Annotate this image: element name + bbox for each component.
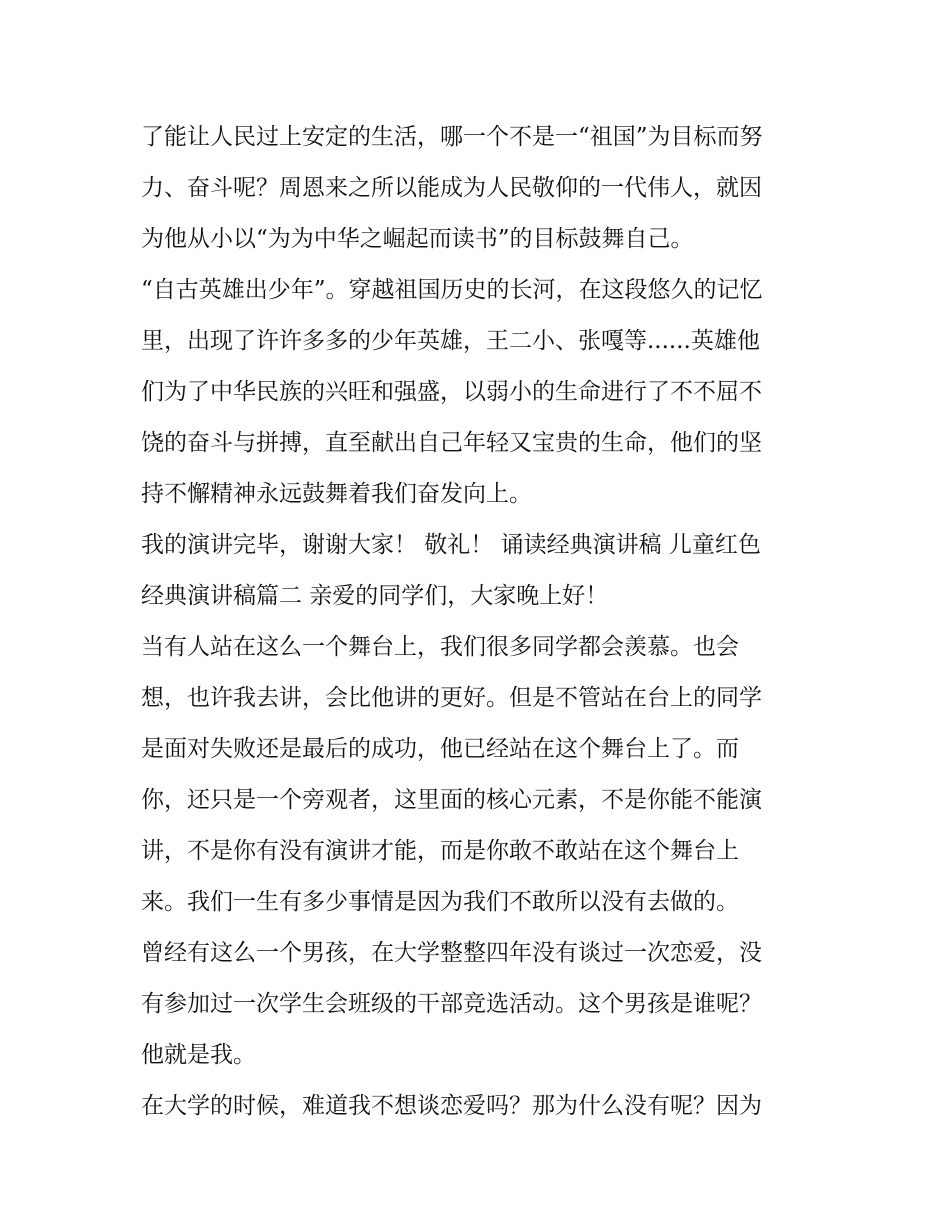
text-line: 曾经有这么一个男孩，在大学整整四年没有谈过一次恋爱，没 [141,940,762,966]
text-line: 来。我们一生有多少事情是因为我们不敢所以没有去做的。 [141,889,739,915]
text-line: 是面对失败还是最后的成功，他已经站在这个舞台上了。而 [141,736,739,762]
text-line: 为他从小以“为为中华之崛起而读书”的目标鼓舞自己。 [141,226,694,252]
body-text [141,112,821,1132]
text-line: “自古英雄出少年”。穿越祖国历史的长河，在这段悠久的记忆 [141,277,763,303]
text-line: 饶的奋斗与拼搏，直至献出自己年轻又宝贵的生命，他们的坚 [141,430,762,456]
text-line: 我的演讲完毕，谢谢大家！ 敬礼！ 诵读经典演讲稿 儿童红色 [141,532,761,558]
text-line: 当有人站在这么一个舞台上，我们很多同学都会羡慕。也会 [141,634,739,660]
text-line: 想，也许我去讲，会比他讲的更好。但是不管站在台上的同学 [141,685,762,711]
text-line: 里，出现了许许多多的少年英雄，王二小、张嘎等......英雄他 [141,328,760,354]
text-line: 了能让人民过上安定的生活，哪一个不是一“祖国”为目标而努 [141,124,763,150]
text-line: 他就是我。 [141,1042,256,1068]
text-line: 们为了中华民族的兴旺和强盛，以弱小的生命进行了不不屈不 [141,379,762,405]
text-line: 你，还只是一个旁观者，这里面的核心元素，不是你能不能演 [141,787,762,813]
text-line: 在大学的时候，难道我不想谈恋爱吗？那为什么没有呢？因为 [141,1093,762,1119]
text-line: 经典演讲稿篇二 亲爱的同学们，大家晚上好！ [141,583,609,609]
text-line: 讲，不是你有没有演讲才能，而是你敢不敢站在这个舞台上 [141,838,739,864]
text-line: 力、奋斗呢？周恩来之所以能成为人民敬仰的一代伟人，就因 [141,175,762,201]
text-line: 持不懈精神永远鼓舞着我们奋发向上。 [141,481,532,507]
text-line: 有参加过一次学生会班级的干部竞选活动。这个男孩是谁呢？ [141,991,762,1017]
